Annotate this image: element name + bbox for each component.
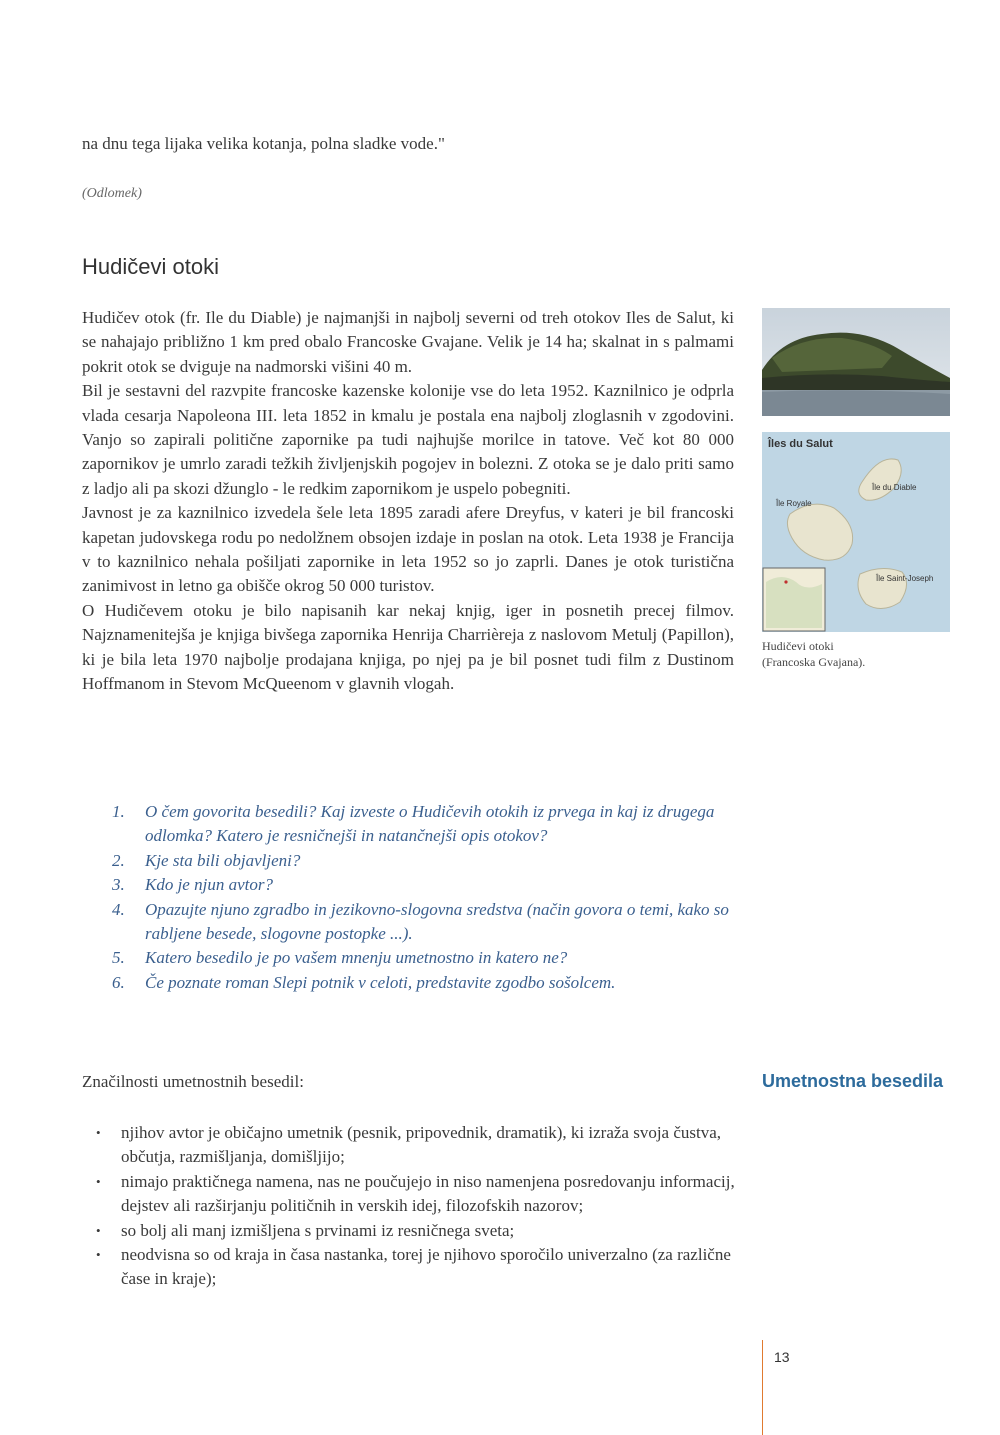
question-item	[112, 946, 737, 970]
map-label-ile-du-diable: Île du Diable	[872, 483, 917, 492]
question-text: Če poznate roman Slepi potnik v celoti, predstavite zgodbo sošolcem.	[145, 972, 616, 992]
question-text: Kdo je njun avtor?	[145, 875, 273, 895]
article-body	[82, 306, 734, 697]
question-number: 5.	[112, 948, 125, 968]
paragraph: O Hudičevem otoku je bilo napisanih kar nekaj knjig, iger in posnetih precej filmov. Najznamenitejša je knjiga bivšega zapornika Henrija Charrièreja z naslovom Metulj (Papillon), ki je bila leta 1970 najbolje prodajana knjiga, po njej pa je bil posnet tudi film z Dustinom Hoffmanom in Stevom McQueenom v glavnih vlogah.	[82, 600, 734, 694]
map-label-ile-saint-joseph: Île Saint-Joseph	[876, 574, 934, 583]
section-title: Hudičevi otoki	[82, 254, 219, 279]
list-item-text: neodvisna so od kraja in časa nastanka, torej je njihovo sporočilo univerzalno (za različne čase in kraje);	[121, 1245, 731, 1289]
bullet-icon: •	[96, 1222, 101, 1238]
question-number: 4.	[112, 899, 125, 919]
questions-list	[112, 800, 737, 995]
question-item	[112, 898, 737, 947]
question-item	[112, 849, 737, 873]
list-item-text: nimajo praktičnega namena, nas ne poučujejo in niso namenjena posredovanju informacij, dejstev ali razširjanju političnih in verskih idej, filozofskih nazorov;	[121, 1171, 735, 1216]
list-item	[96, 1219, 736, 1243]
list-item	[96, 1170, 736, 1219]
question-text: Opazujte njuno zgradbo in jezikovno-slogovna sredstva (način govora o temi, kako so rabljene besede, slogovne postopke ...).	[145, 899, 729, 944]
bullet-icon: •	[96, 1173, 101, 1189]
features-list	[96, 1121, 736, 1292]
features-title: Značilnosti umetnostnih besedil:	[82, 1072, 304, 1091]
question-text: Kje sta bili objavljeni?	[145, 850, 301, 870]
question-text: Katero besedilo je po vašem mnenju umetnostno in katero ne?	[145, 948, 568, 968]
map-title: Îles du Salut	[768, 438, 833, 450]
question-item	[112, 800, 737, 849]
page-number: 13	[774, 1349, 790, 1365]
question-number: 3.	[112, 875, 125, 895]
caption-line: (Francoska Gvajana).	[762, 655, 866, 669]
side-heading: Umetnostna besedila	[762, 1071, 944, 1091]
question-item	[112, 873, 737, 897]
bullet-icon: •	[96, 1247, 101, 1263]
question-number: 2.	[112, 850, 125, 870]
paragraph: Bil je sestavni del razvpite francoske kazenske kolonije vse do leta 1952. Kaznilnico je odprla vlada cesarja Napoleona III. leta 1852 in kmalu je postala ena najbolj zloglasnih v zgodovini. Vanjo so zapirali politične zapornike pa tudi najhujše morilce in tatove. Več kot 80 000 zapornikov je umrlo zaradi težkih življenjskih pogojev in bolezni. Z otoka se je dalo priti samo z ladjo ali pa skozi džunglo - le redkim zapornikom je uspelo pobegniti.	[82, 381, 734, 498]
paragraph: Hudičev otok (fr. Ile du Diable) je najmanjši in najbolj severni od treh otokov Iles de Salut, ki se nahajajo približno 1 km pred obalo Francoske Gvajane. Velik je 14 ha; skalnat in s palmami pokrit otok se dviguje na nadmorski višini 40 m.	[82, 308, 734, 376]
list-item-text: njihov avtor je običajno umetnik (pesnik, pripovednik, dramatik), ki izraža svoja čustva, občutja, razmišljanja, domišljijo;	[121, 1123, 722, 1167]
figure-caption	[762, 638, 865, 670]
paragraph: Javnost je za kaznilnico izvedela šele leta 1895 zaradi afere Dreyfus, v kateri je bil francoski kapetan judovskega rodu po nedolžnem obsojen izdaje in poslan na otok. Leta 1938 je Francija v to kaznilnico nehala pošiljati zapornike in leta 1952 so jo zaprli. Danes je otok turistična zanimivost in letno ga obišče okrog 50 000 turistov.	[82, 503, 734, 596]
caption-line: Hudičevi otoki	[762, 639, 834, 653]
bullet-icon: •	[96, 1125, 101, 1140]
question-item	[112, 971, 737, 995]
footer-rule	[762, 1340, 763, 1435]
question-number: 1.	[112, 802, 125, 821]
list-item-text: so bolj ali manj izmišljena s prvinami iz resničnega sveta;	[121, 1220, 515, 1240]
list-item	[96, 1121, 736, 1170]
continued-quote-line: na dnu tega lijaka velika kotanja, polna sladke vode."	[82, 134, 445, 153]
map-label-ile-royale: Île Royale	[776, 499, 812, 508]
list-item	[96, 1243, 736, 1292]
islands-map	[762, 432, 950, 632]
island-photo	[762, 308, 950, 416]
question-text: O čem govorita besedili? Kaj izveste o Hudičevih otokih iz prvega in kaj iz drugega odlomka? Katero je resničnejši in natančnejši opis otokov?	[145, 802, 715, 846]
question-number: 6.	[112, 972, 125, 992]
source-note: (Odlomek)	[82, 186, 142, 201]
